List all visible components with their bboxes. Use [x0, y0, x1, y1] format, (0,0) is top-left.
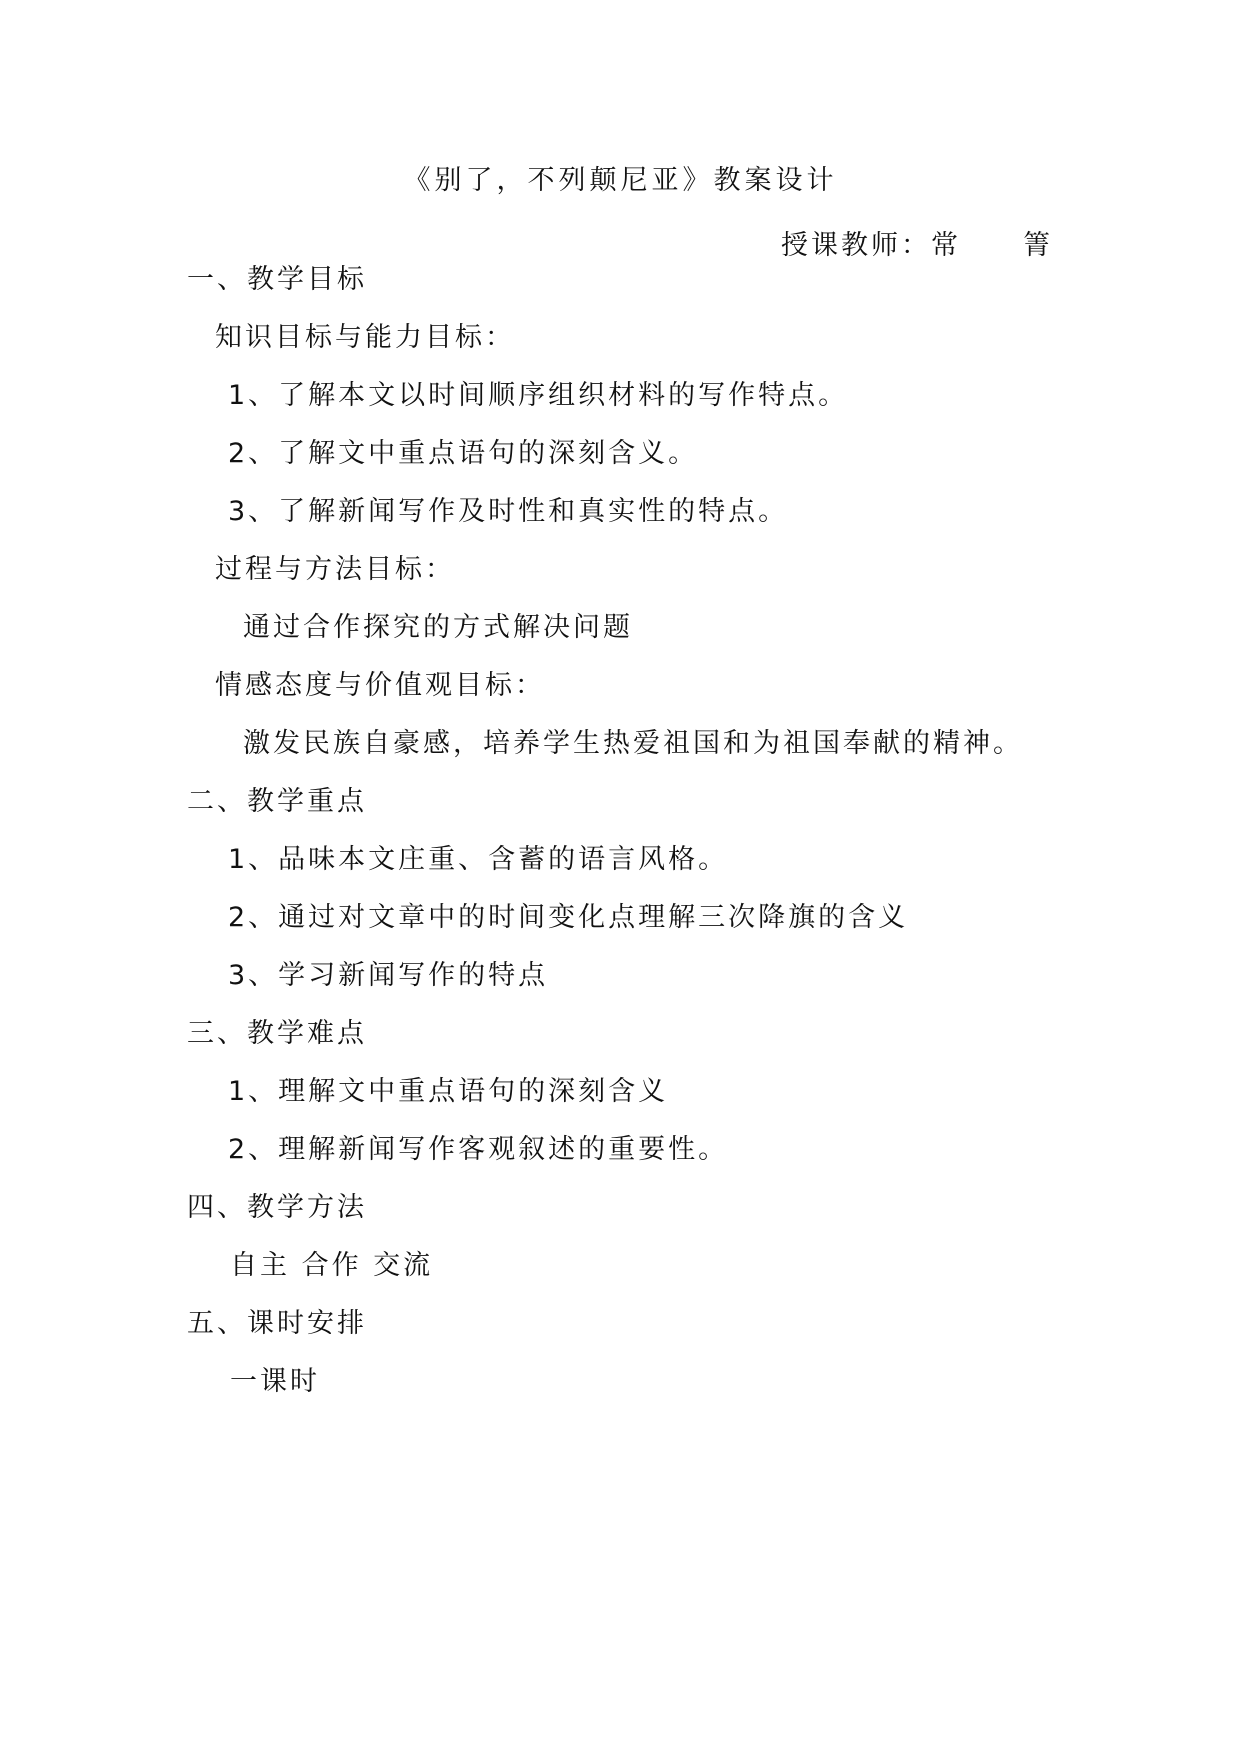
list-item: 1、理解文中重点语句的深刻含义: [228, 1076, 669, 1107]
list-item: 1、了解本文以时间顺序组织材料的写作特点。: [228, 380, 849, 411]
section-heading-objectives: 一、教学目标: [187, 264, 367, 295]
list-item: 2、通过对文章中的时间变化点理解三次降旗的含义: [228, 902, 909, 933]
teacher-name-first: 常: [931, 230, 961, 261]
emotion-text: 激发民族自豪感，培养学生热爱祖国和为祖国奉献的精神。: [243, 728, 1023, 759]
process-text: 通过合作探究的方式解决问题: [243, 612, 633, 643]
section-heading-methods: 四、教学方法: [187, 1192, 367, 1223]
list-item: 3、了解新闻写作及时性和真实性的特点。: [228, 496, 789, 527]
subheading-emotion: 情感态度与价值观目标：: [215, 670, 545, 701]
section-heading-difficulties: 三、教学难点: [187, 1018, 367, 1049]
document-title: 《别了，不列颠尼亚》教案设计: [403, 165, 838, 196]
methods-text: 自主 合作 交流: [230, 1250, 434, 1281]
teacher-label: 授课教师：: [781, 230, 931, 261]
subheading-process: 过程与方法目标：: [215, 554, 455, 585]
list-item: 2、了解文中重点语句的深刻含义。: [228, 438, 699, 469]
section-heading-key-points: 二、教学重点: [187, 786, 367, 817]
teacher-name-second: 箐: [1023, 230, 1053, 261]
schedule-text: 一课时: [230, 1366, 320, 1397]
teacher-line: [781, 228, 1053, 264]
list-item: 1、品味本文庄重、含蓄的语言风格。: [228, 844, 729, 875]
subheading-knowledge: 知识目标与能力目标：: [215, 322, 515, 353]
section-heading-schedule: 五、课时安排: [187, 1308, 367, 1339]
list-item: 2、理解新闻写作客观叙述的重要性。: [228, 1134, 729, 1165]
list-item: 3、学习新闻写作的特点: [228, 960, 549, 991]
